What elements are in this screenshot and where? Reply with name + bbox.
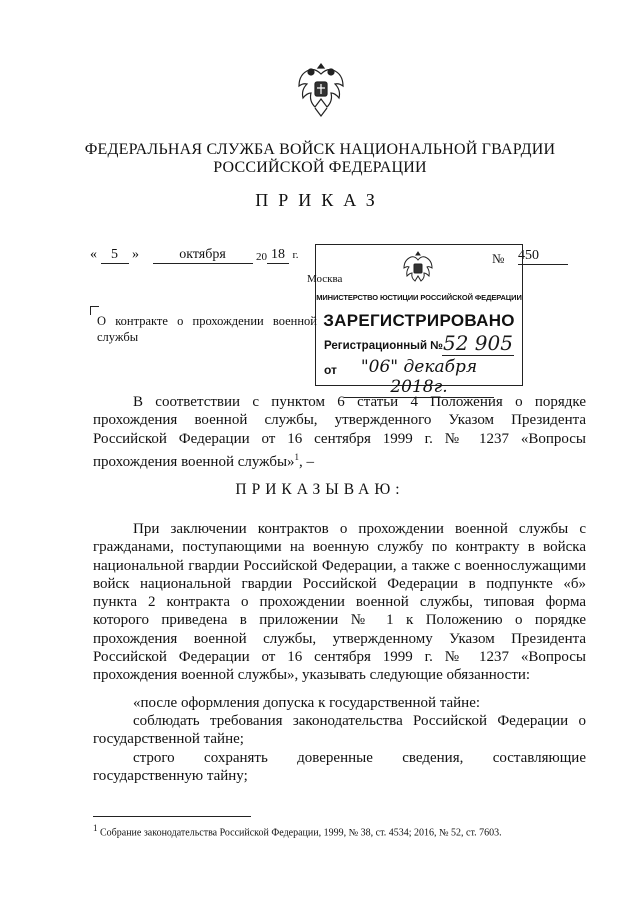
stamp-emblem-icon (401, 249, 435, 287)
date-quote-close: » (132, 247, 139, 262)
organization-name (0, 141, 640, 177)
stamp-registration-date: "06" декабря 2018г. (344, 357, 494, 398)
date-century: 20 (256, 251, 267, 263)
date-year-suffix: г. (292, 249, 299, 261)
stamp-registration-number: 52 905 (443, 331, 513, 355)
city-name: Москва (307, 273, 343, 285)
preamble-text: В соответствии с пунктом 6 статьи 4 Положения о порядке прохождения военной службы, утвержденного Указом Президента Российской Федерации от 16 сентября 1999 г. № 1237 «Вопросы прохождения военной службы» (93, 394, 586, 470)
preamble-paragraph (93, 393, 586, 471)
stamp-date-prefix: от (324, 363, 337, 377)
stamp-registered-label: ЗАРЕГИСТРИРОВАНО (323, 311, 515, 330)
organization-line-1: ФЕДЕРАЛЬНАЯ СЛУЖБА ВОЙСК НАЦИОНАЛЬНОЙ ГВАРДИИ (84, 141, 556, 158)
stamp-registration-number-label: Регистрационный № (324, 340, 444, 352)
footnote (93, 822, 586, 839)
obligation-intro: «после оформления допуска к государственной тайне: (133, 695, 481, 711)
order-directive-word: ПРИКАЗЫВАЮ: (235, 481, 405, 498)
footnote-mark: 1 (93, 823, 98, 833)
stamp-ministry-name: МИНИСТЕРСТВО ЮСТИЦИИ РОССИЙСКОЙ ФЕДЕРАЦИИ (316, 293, 522, 302)
footnote-reference: 1 (294, 451, 300, 462)
order-subject: О контракте о прохождении военной службы (97, 314, 317, 344)
footnote-text: Собрание законодательства Российской Федерации, 1999, № 38, ст. 4534; 2016, № 52, ст. 7603. (100, 827, 502, 839)
organization-line-2: РОССИЙСКОЙ ФЕДЕРАЦИИ (213, 159, 427, 176)
coat-of-arms-emblem (293, 58, 349, 122)
obligation-item: соблюдать требования законодательства Российской Федерации о государственной тайне; (93, 713, 586, 748)
footnote-divider (93, 816, 251, 817)
document-type-title: ПРИКАЗ (255, 190, 385, 210)
order-number-label: № (492, 251, 505, 266)
obligation-item: строго сохранять доверенные сведения, составляющие государственную тайну; (93, 750, 586, 785)
registration-stamp (315, 244, 523, 397)
preamble-tail: , – (299, 453, 315, 470)
date-day: 5 (101, 247, 129, 264)
order-date (90, 247, 299, 264)
date-year: 18 (267, 247, 289, 264)
date-quote-open: « (90, 247, 97, 262)
main-paragraph: При заключении контрактов о прохождении военной службы с гражданами, поступающими на военную службу по контракту в войска национальной гвардии Российской Федерации, а также с военнослужащими войск национальной гвардии Российской Федерации в подпункте «б» пункта 2 контракта о прохождении военной службы, типовая форма которого приведена в приложении № 1 к Положению о порядке прохождения военной службы, утвержденному Указом Президента Российской Федерации от 16 сентября 1999 г. № 1237 «Вопросы прохождения военной службы», указывать следующие обязанности: (93, 521, 586, 684)
order-number-value: 450 (518, 248, 568, 265)
date-month: октября (153, 247, 253, 264)
